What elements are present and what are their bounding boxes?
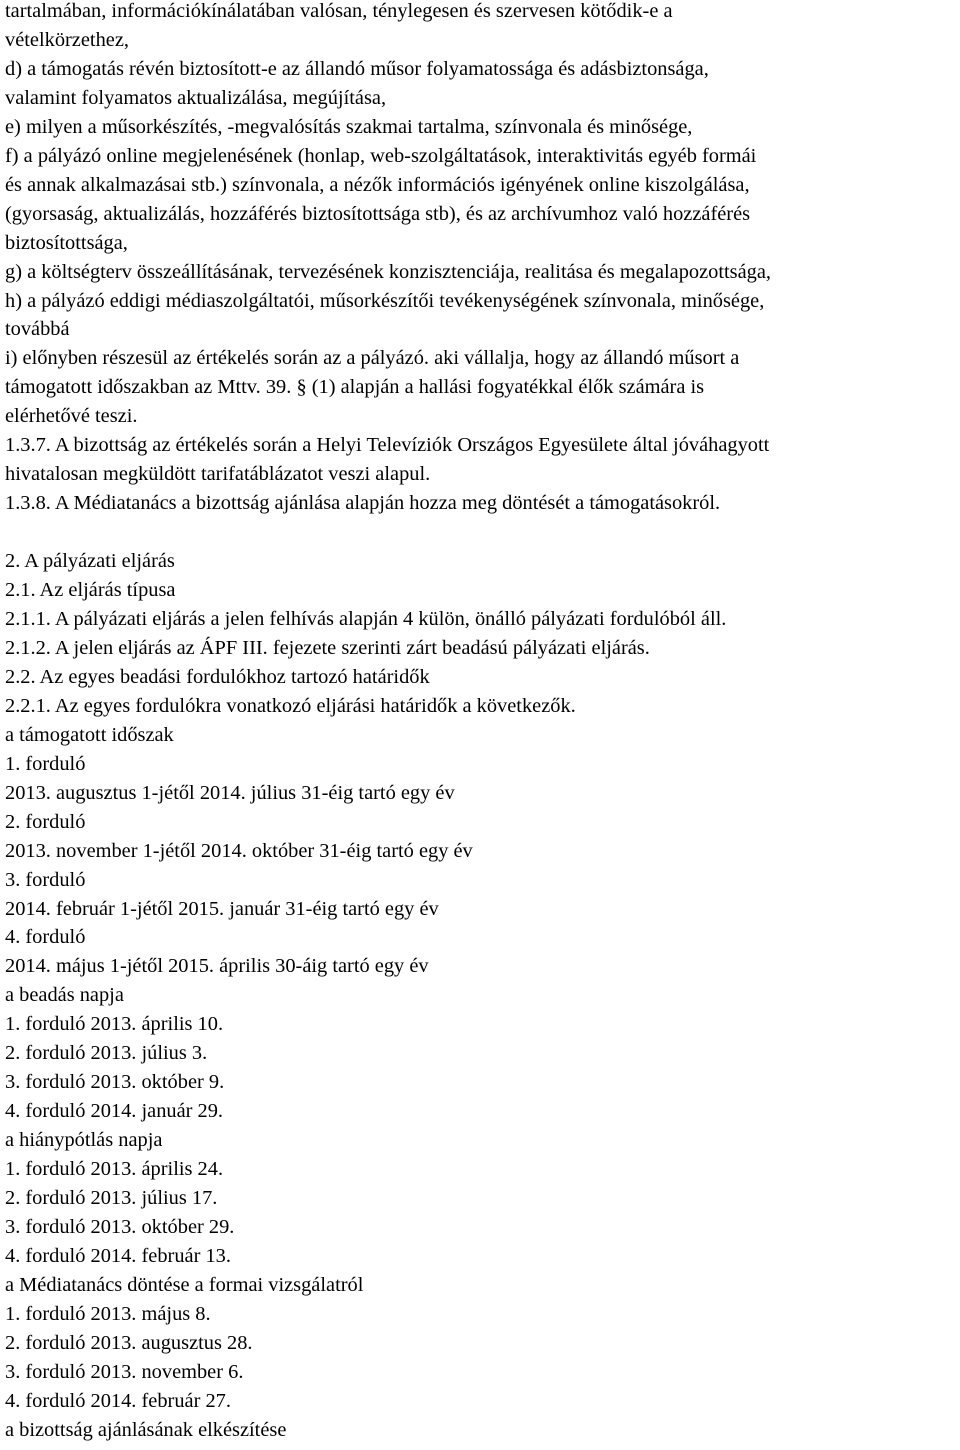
text-line: 2. forduló 2013. július 17.	[5, 1187, 218, 1210]
text-line: 1. forduló 2013. április 24.	[5, 1158, 224, 1181]
text-line: 2.2.1. Az egyes fordulókra vonatkozó eljárási határidők a következők.	[5, 694, 576, 717]
text-line: h) a pályázó eddigi médiaszolgáltatói, műsorkészítői tevékenységének színvonala, minősége,	[5, 289, 765, 312]
text-line: és annak alkalmazásai stb.) színvonala, a nézők információs igényének online kiszolgálása,	[5, 173, 750, 196]
text-line: 2. forduló 2013. július 3.	[5, 1042, 208, 1065]
text-line: 2014. február 1-jétől 2015. január 31-éig tartó egy év	[5, 897, 439, 920]
text-line: 1. forduló 2013. május 8.	[5, 1302, 211, 1325]
text-line: 1.3.8. A Médiatanács a bizottság ajánlása alapján hozza meg döntését a támogatásokról.	[5, 492, 721, 515]
text-line: tartalmában, információkínálatában valósan, ténylegesen és szervesen kötődik-e a	[5, 0, 673, 22]
text-line: 4. forduló 2014. február 27.	[5, 1389, 231, 1412]
text-line: 2.2. Az egyes beadási fordulókhoz tartozó határidők	[5, 665, 430, 688]
text-line: 3. forduló 2013. október 29.	[5, 1216, 235, 1239]
text-line: 1.3.7. A bizottság az értékelés során a Helyi Televíziók Országos Egyesülete által jóváhagyott	[5, 434, 770, 457]
text-line: d) a támogatás révén biztosított-e az állandó műsor folyamatossága és adásbiztonsága,	[5, 57, 709, 80]
text-line: a támogatott időszak	[5, 723, 174, 746]
document-text	[5, 0, 955, 1445]
text-line: 4. forduló 2014. február 13.	[5, 1244, 231, 1267]
text-line: 2. forduló 2013. augusztus 28.	[5, 1331, 253, 1354]
text-line: 2014. május 1-jétől 2015. április 30-áig tartó egy év	[5, 955, 429, 978]
text-line: 2013. november 1-jétől 2014. október 31-éig tartó egy év	[5, 839, 473, 862]
text-line: 2.1.1. A pályázati eljárás a jelen felhívás alapján 4 külön, önálló pályázati fordulóból áll.	[5, 608, 727, 630]
text-line: 2013. augusztus 1-jétől 2014. július 31-éig tartó egy év	[5, 781, 455, 804]
text-line: 2. A pályázati eljárás	[5, 550, 175, 573]
text-line: támogatott időszakban az Mttv. 39. § (1) alapján a hallási fogyatékkal élők számára is	[5, 376, 705, 399]
text-line: hivatalosan megküldött tarifatáblázatot veszi alapul.	[5, 463, 431, 486]
text-line: 4. forduló 2014. január 29.	[5, 1100, 224, 1123]
text-line: 3. forduló 2013. október 9.	[5, 1071, 225, 1094]
text-line: f) a pályázó online megjelenésének (honlap, web-szolgáltatások, interaktivitás egyéb formái	[5, 144, 757, 167]
document-page	[5, 0, 955, 1445]
text-line: a Médiatanács döntése a formai vizsgálatról	[5, 1273, 364, 1296]
text-line: vételkörzethez,	[5, 28, 129, 51]
text-line: 2.1. Az eljárás típusa	[5, 579, 176, 602]
text-line: a beadás napja	[5, 984, 124, 1007]
text-line: 1. forduló 2013. április 10.	[5, 1013, 224, 1036]
text-line: g) a költségterv összeállításának, tervezésének konzisztenciája, realitása és megalapozottsága,	[5, 260, 772, 283]
blank-line	[5, 518, 955, 547]
text-line: a bizottság ajánlásának elkészítése	[5, 1418, 287, 1441]
text-line: 4. forduló	[5, 926, 86, 949]
text-line: (gyorsaság, aktualizálás, hozzáférés biztosítottsága stb), és az archívumhoz való hozzáférés	[5, 202, 751, 225]
text-line: e) milyen a műsorkészítés, -megvalósítás szakmai tartalma, színvonala és minősége,	[5, 115, 693, 138]
text-line: a hiánypótlás napja	[5, 1129, 163, 1152]
text-line: elérhetővé teszi.	[5, 405, 138, 428]
text-line: valamint folyamatos aktualizálása, megújítása,	[5, 86, 387, 109]
text-line: 3. forduló 2013. november 6.	[5, 1360, 244, 1383]
text-line: 2.1.2. A jelen eljárás az ÁPF III. fejezete szerinti zárt beadású pályázati eljárás.	[5, 636, 650, 659]
text-line: továbbá	[5, 318, 70, 341]
text-line: 2. forduló	[5, 810, 86, 833]
text-line: biztosítottsága,	[5, 231, 128, 254]
text-line: 1. forduló	[5, 752, 86, 775]
text-line: i) előnyben részesül az értékelés során az a pályázó. aki vállalja, hogy az állandó műsort a	[5, 347, 740, 370]
text-line: 3. forduló	[5, 868, 86, 891]
